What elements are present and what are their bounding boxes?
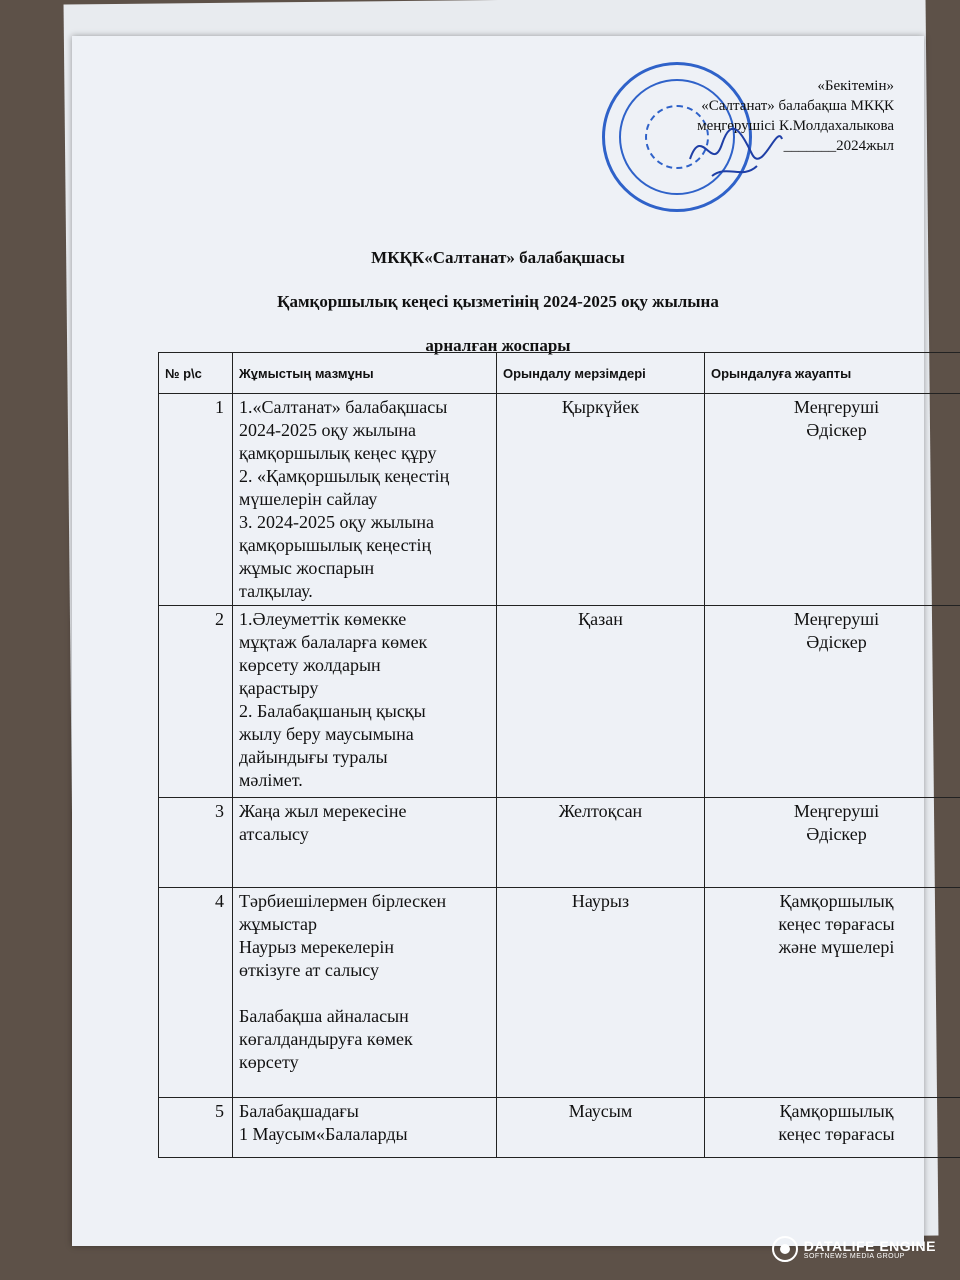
row-responsible: Қамқоршылық кеңес төрағасы [705, 1098, 960, 1158]
table-row [159, 798, 960, 888]
header-term: Орындалу мерзімдері [497, 353, 705, 394]
row-content: 1.«Салтанат» балабақшасы 2024-2025 оқу жылына қамқоршылық кеңес құру 2. «Қамқоршылық кеңестің мүшелерін сайлау 3. 2024-2025 оқу жылына қамқорышылық кеңестің жұмыс жоспарын талқылау. [233, 394, 497, 606]
row-responsible: Меңгеруші Әдіскер [705, 798, 960, 888]
row-content: Балабақшадағы 1 Маусым«Балаларды [233, 1098, 497, 1158]
title-line-3: арналған жоспары [425, 336, 571, 355]
table-row [159, 394, 960, 606]
table-header-row [159, 353, 960, 394]
row-term: Маусым [497, 1098, 705, 1158]
watermark-title: DATALIFE ENGINE [803, 1237, 936, 1254]
row-term: Наурыз [497, 888, 705, 1098]
title-line-1: МКҚК«Салтанат» балабақшасы [371, 248, 625, 267]
row-number: 3 [159, 798, 233, 888]
row-responsible: Меңгеруші Әдіскер [705, 606, 960, 798]
header-responsible: Орындалуға жауапты [705, 353, 960, 394]
row-responsible: Меңгеруші Әдіскер [705, 394, 960, 606]
row-responsible: Қамқоршылық кеңес төрағасы және мүшелері [705, 888, 960, 1098]
table-row [159, 606, 960, 798]
header-number: № р\с [159, 353, 233, 394]
row-term: Желтоқсан [497, 798, 705, 888]
row-number: 2 [159, 606, 233, 798]
datalife-logo-icon [772, 1236, 798, 1262]
table-row [159, 1098, 960, 1158]
row-content: Жаңа жыл мерекесіне атсалысу [233, 798, 497, 888]
approval-line-1: «Бекітемін» [817, 78, 894, 94]
document-title [72, 236, 924, 368]
document-page [72, 36, 924, 1246]
table-row [159, 888, 960, 1098]
row-number: 1 [159, 394, 233, 606]
row-term: Қазан [497, 606, 705, 798]
approval-line-2: «Салтанат» балабақша МКҚК [701, 98, 894, 114]
header-content: Жұмыстың мазмұны [233, 353, 497, 394]
title-line-2: Қамқоршылық кеңесі қызметінің 2024-2025 оқу жылына [277, 292, 719, 311]
watermark [772, 1236, 936, 1262]
row-number: 5 [159, 1098, 233, 1158]
row-content: Тәрбиешілермен бірлескен жұмыстар Наурыз мерекелерін өткізуге ат салысу Балабақша айналасын көгалдандыруға көмек көрсету [233, 888, 497, 1098]
row-content: 1.Әлеуметтік көмекке мұқтаж балаларға көмек көрсету жолдарын қарастыру 2. Балабақшаның қысқы жылу беру маусымына дайындығы туралы мәлімет. [233, 606, 497, 798]
handwritten-signature [682, 114, 792, 184]
row-term: Қыркүйек [497, 394, 705, 606]
approval-line-4: _______2024жыл [783, 138, 894, 154]
row-number: 4 [159, 888, 233, 1098]
watermark-subtitle: SOFTNEWS MEDIA GROUP [803, 1252, 905, 1260]
plan-table [158, 352, 960, 1158]
approval-line-3: меңгерушісі К.Молдахалыкова [697, 118, 894, 134]
